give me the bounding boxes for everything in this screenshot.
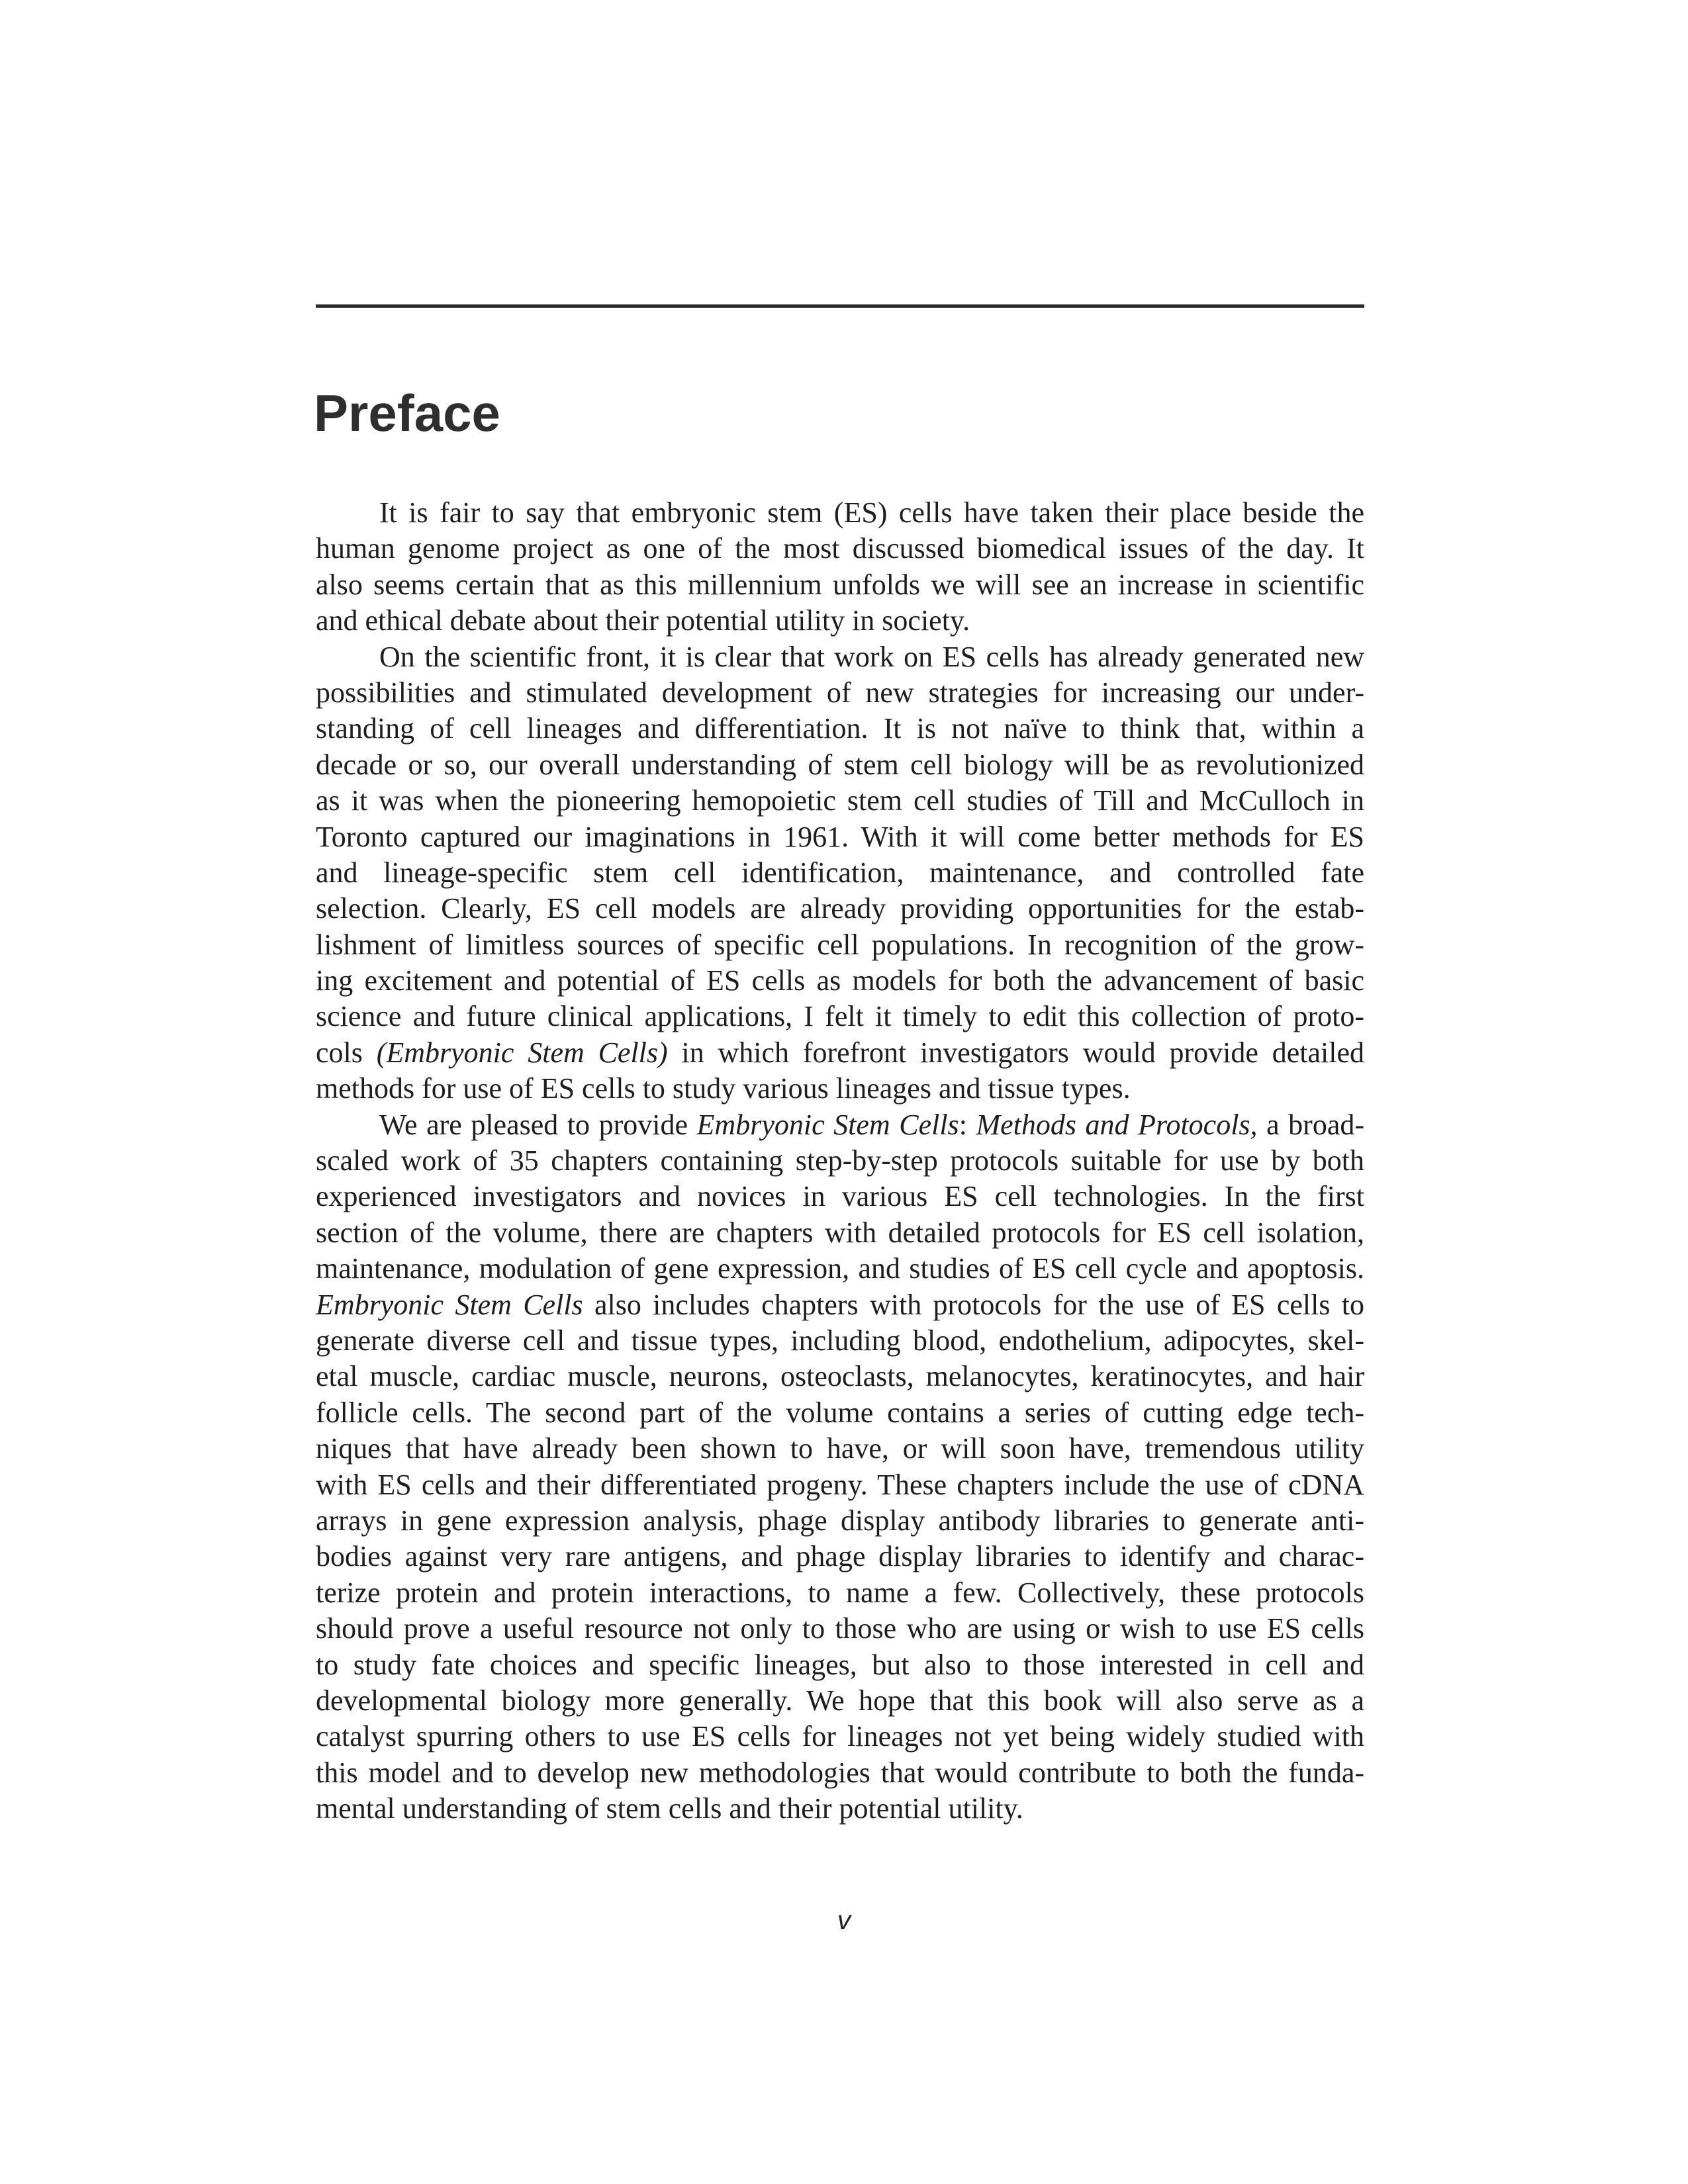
text-line: lishment of limitless sources of specific cell populations. In recognition of the grow- bbox=[316, 928, 1364, 961]
text-line bbox=[316, 1287, 1364, 1323]
text-line: and ethical debate about their potential utility in society. bbox=[316, 604, 970, 637]
text-line: follicle cells. The second part of the volume contains a series of cutting edge tech- bbox=[316, 1396, 1364, 1429]
book-title-italic: Embryonic Stem Cells bbox=[316, 1288, 583, 1321]
paragraph-3 bbox=[316, 1107, 1364, 1827]
text-line: maintenance, modulation of gene expression, and studies of ES cell cycle and apoptosis. bbox=[316, 1252, 1364, 1285]
text-run: We are pleased to provide bbox=[379, 1108, 697, 1141]
text-line: etal muscle, cardiac muscle, neurons, osteoclasts, melanocytes, keratinocytes, and hair bbox=[316, 1360, 1364, 1393]
text-line: generate diverse cell and tissue types, including blood, endothelium, adipocytes, skel- bbox=[316, 1324, 1364, 1357]
book-title-italic: (Embryonic Stem Cells) bbox=[376, 1036, 668, 1069]
paragraph-2 bbox=[316, 639, 1364, 1107]
text-line: mental understanding of stem cells and their potential utility. bbox=[316, 1792, 1023, 1825]
text-run: : bbox=[959, 1108, 976, 1141]
text-line: also seems certain that as this millennium unfolds we will see an increase in scientific bbox=[316, 568, 1364, 601]
text-run: cols bbox=[316, 1036, 377, 1069]
text-line: On the scientific front, it is clear that work on ES cells has already generated new bbox=[379, 640, 1364, 673]
text-line: experienced investigators and novices in various ES cell technologies. In the first bbox=[316, 1180, 1364, 1213]
text-line: decade or so, our overall understanding of stem cell biology will be as revolutionized bbox=[316, 748, 1364, 781]
text-run: also includes chapters with protocols for the use of ES cells to bbox=[583, 1288, 1364, 1321]
text-line: methods for use of ES cells to study various lineages and tissue types. bbox=[316, 1072, 1131, 1105]
text-line: bodies against very rare antigens, and phage display libraries to identify and charac- bbox=[316, 1540, 1364, 1573]
book-subtitle-italic: Methods and Protocols, bbox=[976, 1108, 1258, 1141]
text-line: arrays in gene expression analysis, phage display antibody libraries to generate anti- bbox=[316, 1504, 1364, 1537]
page-title: Preface bbox=[314, 384, 500, 442]
text-run: in which forefront investigators would provide detailed bbox=[667, 1036, 1364, 1069]
book-title-italic: Embryonic Stem Cells bbox=[696, 1108, 959, 1141]
text-line: possibilities and stimulated development of new strategies for increasing our under- bbox=[316, 676, 1364, 709]
text-line: ing excitement and potential of ES cells as models for both the advancement of basic bbox=[316, 964, 1364, 997]
paragraph-1 bbox=[316, 495, 1364, 639]
text-line: this model and to develop new methodologies that would contribute to both the funda- bbox=[316, 1756, 1364, 1789]
text-line: science and future clinical applications, I felt it timely to edit this collection of proto- bbox=[316, 1000, 1364, 1033]
text-line: developmental biology more generally. We hope that this book will also serve as a bbox=[316, 1684, 1364, 1717]
text-line bbox=[316, 1107, 1364, 1143]
text-run: a broad- bbox=[1257, 1108, 1365, 1141]
text-line: with ES cells and their differentiated progeny. These chapters include the use of cDNA bbox=[316, 1468, 1364, 1501]
text-line: terize protein and protein interactions, to name a few. Collectively, these protocols bbox=[316, 1576, 1364, 1609]
text-line: to study fate choices and specific lineages, but also to those interested in cell and bbox=[316, 1648, 1364, 1681]
text-line: catalyst spurring others to use ES cells for lineages not yet being widely studied with bbox=[316, 1720, 1364, 1753]
page-number: v bbox=[837, 1906, 851, 1935]
text-line: standing of cell lineages and differentiation. It is not naïve to think that, within a bbox=[316, 712, 1364, 745]
preface-body bbox=[316, 495, 1364, 1827]
text-line: niques that have already been shown to have, or will soon have, tremendous utility bbox=[316, 1432, 1364, 1465]
text-line: and lineage-specific stem cell identification, maintenance, and controlled fate bbox=[316, 856, 1364, 889]
text-line bbox=[316, 1035, 1364, 1071]
text-line: section of the volume, there are chapters with detailed protocols for ES cell isolation, bbox=[316, 1216, 1364, 1249]
header-rule bbox=[316, 304, 1364, 308]
text-line: scaled work of 35 chapters containing step-by-step protocols suitable for use by both bbox=[316, 1144, 1364, 1177]
text-line: as it was when the pioneering hemopoietic stem cell studies of Till and McCulloch in bbox=[316, 784, 1364, 817]
text-line: human genome project as one of the most discussed biomedical issues of the day. It bbox=[316, 532, 1364, 565]
text-line: Toronto captured our imaginations in 1961. With it will come better methods for ES bbox=[316, 820, 1364, 853]
text-line: It is fair to say that embryonic stem (ES) cells have taken their place beside the bbox=[379, 496, 1364, 529]
text-line: selection. Clearly, ES cell models are already providing opportunities for the estab- bbox=[316, 892, 1364, 925]
text-line: should prove a useful resource not only to those who are using or wish to use ES cells bbox=[316, 1612, 1364, 1645]
